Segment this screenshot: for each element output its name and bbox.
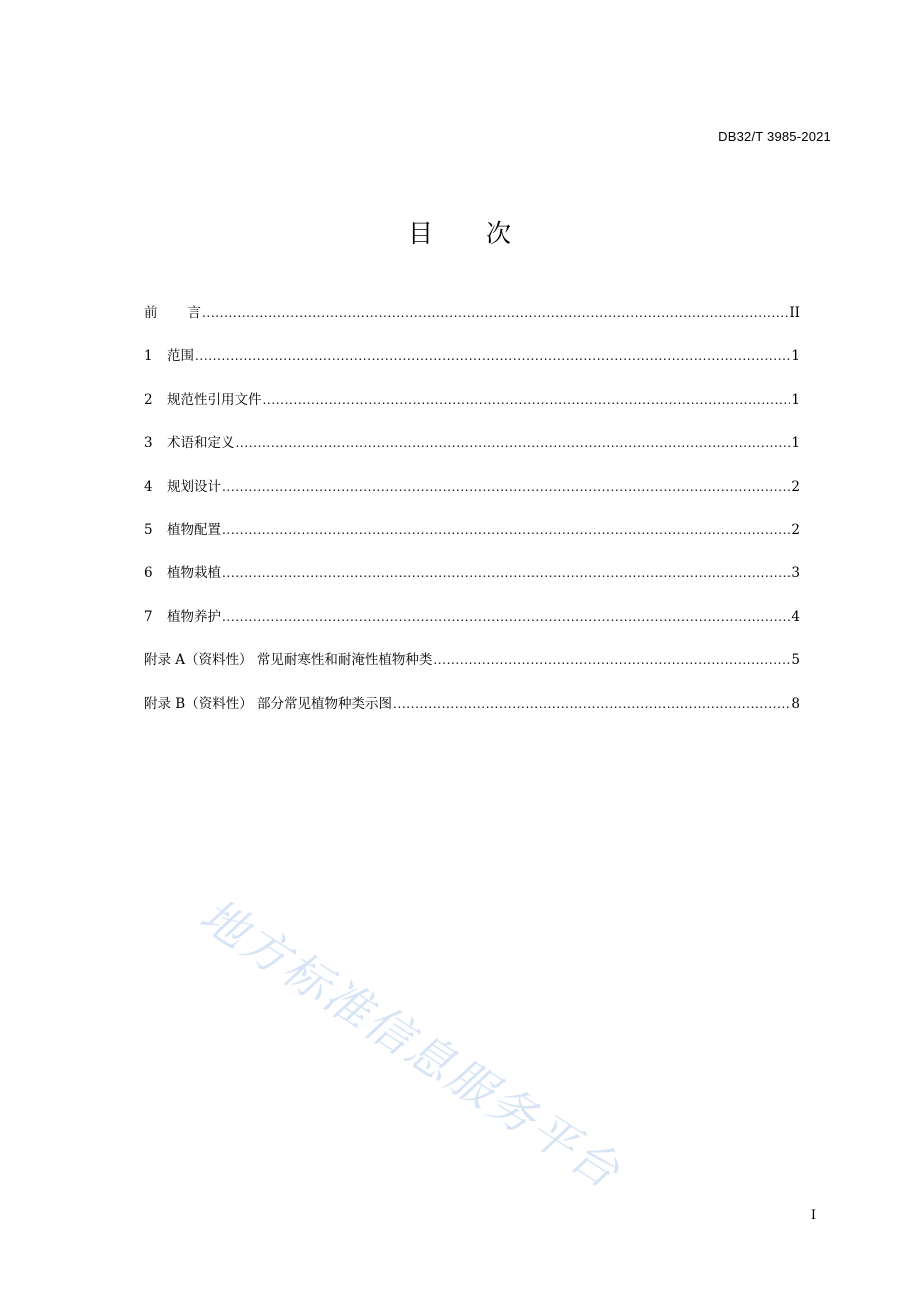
toc-item-page: 4 xyxy=(791,608,800,625)
toc-item-number: 5 xyxy=(144,521,153,538)
document-code: DB32/T 3985-2021 xyxy=(718,129,831,144)
toc-item-label: 附录 A（资料性） 常见耐寒性和耐淹性植物种类 xyxy=(144,652,433,669)
toc-dot-leader xyxy=(195,349,790,363)
toc-dot-leader xyxy=(202,306,788,320)
toc-item-page: II xyxy=(789,305,800,321)
toc-item-number: 1 xyxy=(144,348,153,365)
toc-item-page: 8 xyxy=(791,695,800,712)
toc-item-appendix-a[interactable] xyxy=(144,648,800,691)
toc-item-page: 1 xyxy=(791,435,800,452)
toc-item-number: 6 xyxy=(144,565,153,582)
toc-item-scope[interactable] xyxy=(144,344,800,387)
toc-item-number: 7 xyxy=(144,608,153,625)
toc-title xyxy=(0,214,920,250)
toc-item-label: 规划设计 xyxy=(167,478,221,495)
toc-item-plant-planting[interactable] xyxy=(144,561,800,604)
toc-item-terms-definitions[interactable] xyxy=(144,431,800,474)
toc-item-label: 植物配置 xyxy=(167,521,221,538)
toc-dot-leader xyxy=(393,697,790,711)
toc-list xyxy=(144,301,800,735)
toc-dot-leader xyxy=(222,480,790,494)
toc-dot-leader xyxy=(222,566,790,580)
page-number: I xyxy=(810,1208,816,1223)
toc-item-label: 附录 B（资料性） 部分常见植物种类示图 xyxy=(144,695,393,712)
toc-item-normative-references[interactable] xyxy=(144,388,800,431)
toc-item-page: 2 xyxy=(791,521,800,538)
toc-item-label: 规范性引用文件 xyxy=(167,391,262,408)
toc-item-number: 3 xyxy=(144,435,153,452)
toc-item-page: 5 xyxy=(791,652,800,669)
toc-item-label: 范围 xyxy=(167,348,194,365)
toc-dot-leader xyxy=(236,436,791,450)
toc-item-plant-maintenance[interactable] xyxy=(144,605,800,648)
toc-dot-leader xyxy=(263,393,791,407)
toc-dot-leader xyxy=(222,610,790,624)
toc-item-page: 3 xyxy=(791,565,800,582)
toc-title-part2: 次 xyxy=(486,219,513,248)
toc-title-part1: 目 xyxy=(407,219,434,248)
watermark: 地方标准信息服务平台 xyxy=(190,887,632,1200)
toc-item-number: 2 xyxy=(144,391,153,408)
toc-item-label: 植物养护 xyxy=(167,608,221,625)
toc-item-label: 术语和定义 xyxy=(167,435,235,452)
toc-item-number: 4 xyxy=(144,478,153,495)
toc-item-appendix-b[interactable] xyxy=(144,692,800,735)
toc-item-planning-design[interactable] xyxy=(144,475,800,518)
toc-item-label: 前 言 xyxy=(144,305,201,321)
toc-item-page: 1 xyxy=(791,391,800,408)
toc-item-page: 1 xyxy=(791,348,800,365)
toc-dot-leader xyxy=(222,523,790,537)
toc-item-plant-configuration[interactable] xyxy=(144,518,800,561)
toc-item-page: 2 xyxy=(791,478,800,495)
toc-dot-leader xyxy=(433,653,790,667)
toc-item-preface[interactable] xyxy=(144,301,800,344)
toc-item-label: 植物栽植 xyxy=(167,565,221,582)
